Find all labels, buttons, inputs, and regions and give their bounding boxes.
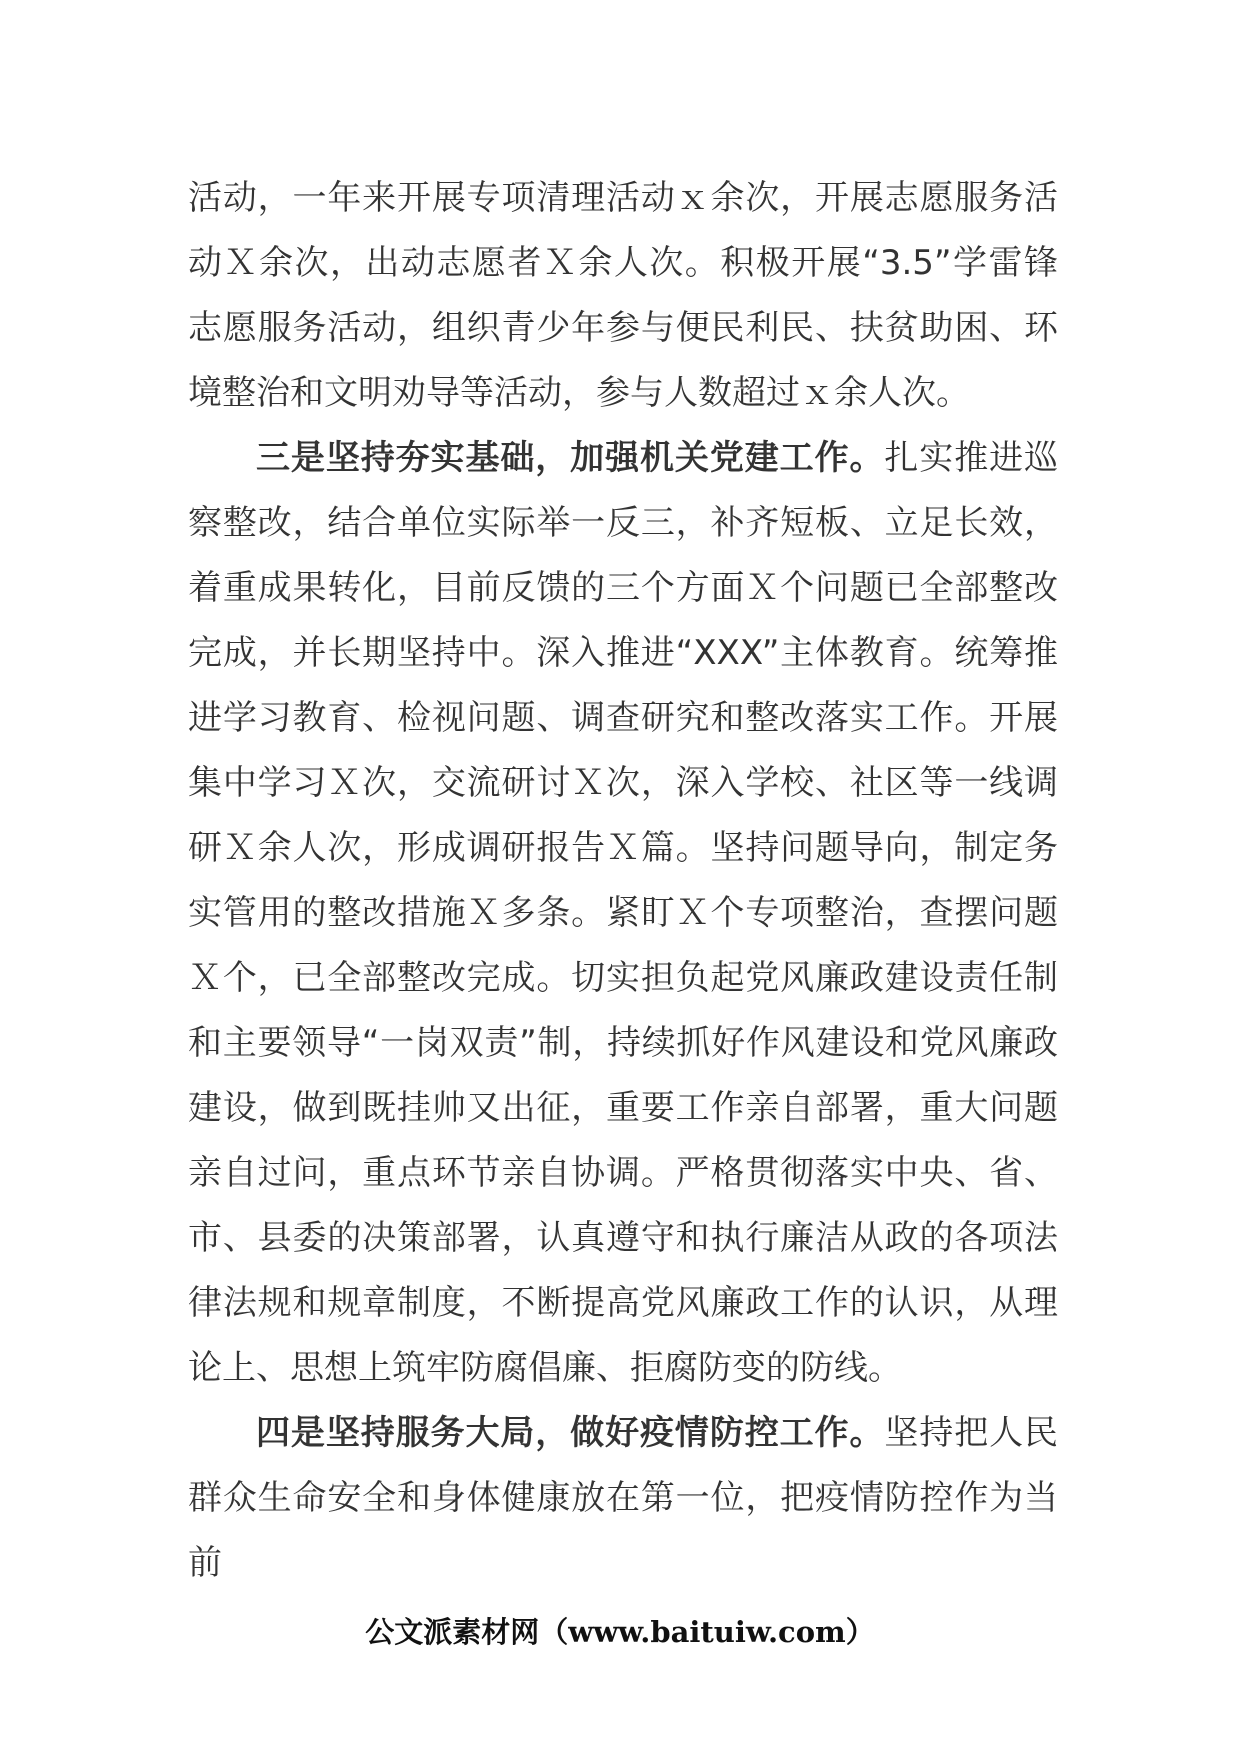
paragraph-continued [188,166,1058,426]
paragraph-party-building [188,426,1058,1401]
site-footer: 公文派素材网（www.baituiw.com） [365,1615,875,1649]
document-body [188,166,1058,1596]
paragraph-text: 坚持把人民群众生命安全和身体健康放在第一位，把疫情防控作为当前 [188,1413,1059,1583]
paragraph-heading: 四是坚持服务大局，做好疫情防控工作。 [256,1413,885,1453]
paragraph-epidemic-control [188,1401,1058,1596]
paragraph-text: 活动，一年来开展专项清理活动ｘ余次，开展志愿服务活动Ｘ余次，出动志愿者Ｘ余人次。积极开展“3.5”学雷锋志愿服务活动，组织青少年参与便民利民、扶贫助困、环境整治和文明劝导等活动，参与人数超过ｘ余人次。 [188,178,1058,413]
paragraph-heading: 三是坚持夯实基础，加强机关党建工作。 [256,438,885,478]
paragraph-text: 扎实推进巡察整改，结合单位实际举一反三，补齐短板、立足长效，着重成果转化，目前反馈的三个方面Ｘ个问题已全部整改完成，并长期坚持中。深入推进“XXX”主体教育。统筹推进学习教育、检视问题、调查研究和整改落实工作。开展集中学习Ｘ次，交流研讨Ｘ次，深入学校、社区等一线调研Ｘ余人次，形成调研报告Ｘ篇。坚持问题导向，制定务实管用的整改措施Ｘ多条。紧盯Ｘ个专项整治，查摆问题Ｘ个，已全部整改完成。切实担负起党风廉政建设责任制和主要领导“一岗双责”制，持续抓好作风建设和党风廉政建设，做到既挂帅又出征，重要工作亲自部署，重大问题亲自过问，重点环节亲自协调。严格贯彻落实中央、省、市、县委的决策部署，认真遵守和执行廉洁从政的各项法律法规和规章制度，不断提高党风廉政工作的认识，从理论上、思想上筑牢防腐倡廉、拒腐防变的防线。 [188,438,1059,1388]
